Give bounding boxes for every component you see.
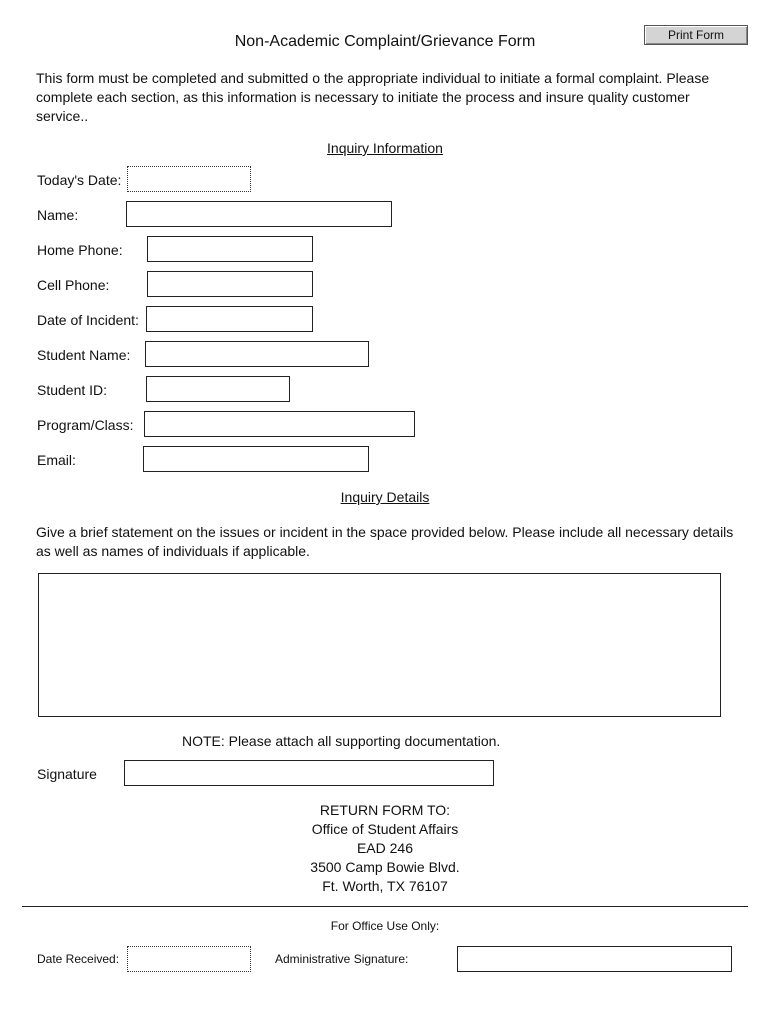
student-name-label: Student Name: bbox=[37, 347, 131, 363]
intro-text: This form must be completed and submitted o the appropriate individual to initiate a formal complaint. Please complete each section, as this information is necessary to initiate the process and insure quality customer service.. bbox=[36, 70, 710, 124]
attachment-note: NOTE: Please attach all supporting documentation. bbox=[182, 733, 501, 749]
date-of-incident-input[interactable] bbox=[146, 306, 313, 332]
inquiry-details-heading: Inquiry Details bbox=[340, 489, 430, 505]
inquiry-information-heading: Inquiry Information bbox=[327, 140, 443, 156]
admin-signature-label: Administrative Signature: bbox=[275, 952, 409, 966]
return-address bbox=[0, 801, 770, 896]
signature-input[interactable] bbox=[124, 760, 494, 786]
date-received-input[interactable] bbox=[127, 946, 251, 972]
statement-textarea[interactable] bbox=[38, 573, 721, 717]
return-heading: RETURN FORM TO: bbox=[319, 802, 451, 818]
office-use-heading: For Office Use Only: bbox=[330, 919, 440, 933]
return-street: 3500 Camp Bowie Blvd. bbox=[310, 859, 460, 875]
form-title: Non-Academic Complaint/Grievance Form bbox=[234, 33, 536, 50]
return-city: Ft. Worth, TX 76107 bbox=[322, 878, 448, 894]
email-label: Email: bbox=[37, 452, 76, 468]
student-id-input[interactable] bbox=[146, 376, 290, 402]
todays-date-input[interactable] bbox=[127, 166, 251, 192]
office-use-divider bbox=[22, 906, 748, 907]
home-phone-label: Home Phone: bbox=[37, 242, 123, 258]
name-label: Name: bbox=[37, 207, 79, 223]
date-received-label: Date Received: bbox=[37, 952, 120, 966]
cell-phone-label: Cell Phone: bbox=[37, 277, 110, 293]
print-form-button[interactable]: Print Form bbox=[644, 25, 748, 45]
signature-label: Signature bbox=[37, 766, 97, 782]
return-office: Office of Student Affairs bbox=[311, 821, 459, 837]
details-instructions: Give a brief statement on the issues or incident in the space provided below. Please include all necessary details as well as names of individuals if applicable. bbox=[36, 524, 734, 559]
student-name-input[interactable] bbox=[145, 341, 369, 367]
cell-phone-input[interactable] bbox=[147, 271, 313, 297]
student-id-label: Student ID: bbox=[37, 382, 108, 398]
return-room: EAD 246 bbox=[356, 840, 414, 856]
program-class-label: Program/Class: bbox=[37, 417, 134, 433]
name-input[interactable] bbox=[126, 201, 392, 227]
admin-signature-input[interactable] bbox=[457, 946, 732, 972]
home-phone-input[interactable] bbox=[147, 236, 313, 262]
date-of-incident-label: Date of Incident: bbox=[37, 312, 139, 328]
email-input[interactable] bbox=[143, 446, 369, 472]
todays-date-label: Today's Date: bbox=[37, 172, 122, 188]
program-class-input[interactable] bbox=[144, 411, 415, 437]
